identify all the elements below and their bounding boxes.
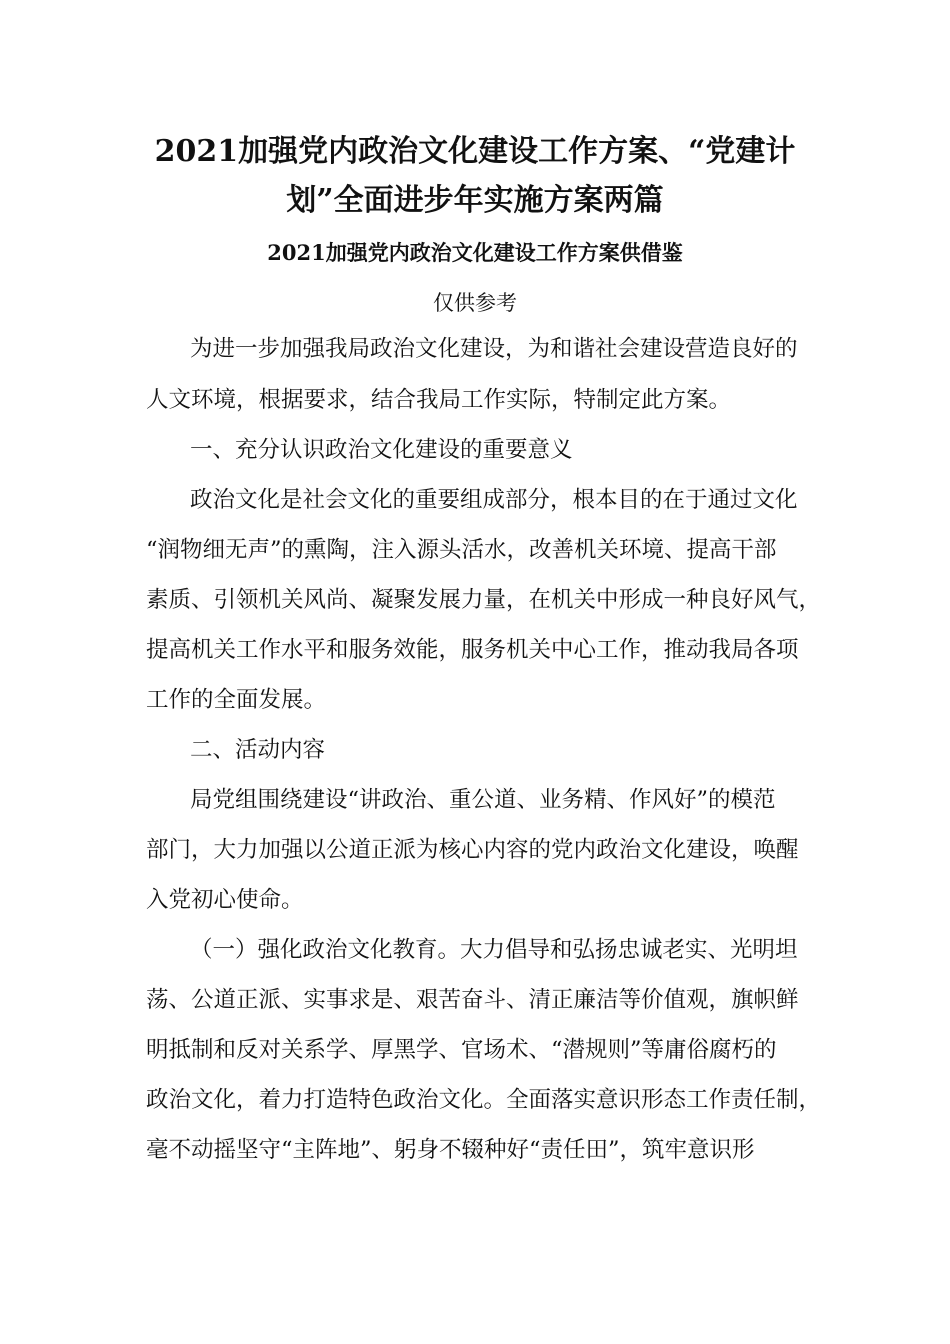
document-subtitle: 2021加强党内政治文化建设工作方案供借鉴	[267, 240, 683, 265]
item-1-body-line-4: 政治文化，着力打造特色政治文化。全面落实意识形态工作责任制，	[146, 1087, 822, 1113]
section-2-body-line-1: 局党组围绕建设“讲政治、重公道、业务精、作风好”的模范	[190, 787, 776, 813]
intro-line-1: 为进一步加强我局政治文化建设，为和谐社会建设营造良好的	[190, 336, 798, 362]
intro-line-2: 人文环境，根据要求，结合我局工作实际，特制定此方案。	[146, 387, 732, 413]
item-1-body-line-5: 毫不动摇坚守“主阵地”、躬身不辍种好“责任田”，筑牢意识形	[146, 1137, 755, 1163]
section-2-heading: 二、活动内容	[190, 737, 326, 763]
section-1-heading: 一、充分认识政治文化建设的重要意义	[190, 437, 573, 463]
section-1-body-line-1: 政治文化是社会文化的重要组成部分，根本目的在于通过文化	[190, 487, 798, 513]
item-1-body-line-3: 明抵制和反对关系学、厚黑学、官场术、“潜规则”等庸俗腐朽的	[146, 1037, 777, 1063]
section-1-body-line-2: “润物细无声”的熏陶，注入源头活水，改善机关环境、提高干部	[146, 537, 777, 563]
section-1-body-line-5: 工作的全面发展。	[146, 687, 327, 713]
reference-note: 仅供参考	[433, 291, 517, 315]
section-1-body-line-3: 素质、引领机关风尚、凝聚发展力量，在机关中形成一种良好风气，	[146, 587, 822, 613]
document-title-line-1: 2021加强党内政治文化建设工作方案、“党建计	[154, 134, 796, 169]
item-1-body-line-1: （一）强化政治文化教育。大力倡导和弘扬忠诚老实、光明坦	[190, 937, 798, 963]
item-1-body-line-2: 荡、公道正派、实事求是、艰苦奋斗、清正廉洁等价值观，旗帜鲜	[146, 987, 799, 1013]
document-title-line-2: 划”全面进步年实施方案两篇	[286, 183, 664, 218]
section-2-body-line-2: 部门，大力加强以公道正派为核心内容的党内政治文化建设，唤醒	[146, 837, 799, 863]
section-1-body-line-4: 提高机关工作水平和服务效能，服务机关中心工作，推动我局各项	[146, 637, 799, 663]
section-2-body-line-3: 入党初心使命。	[146, 887, 304, 913]
